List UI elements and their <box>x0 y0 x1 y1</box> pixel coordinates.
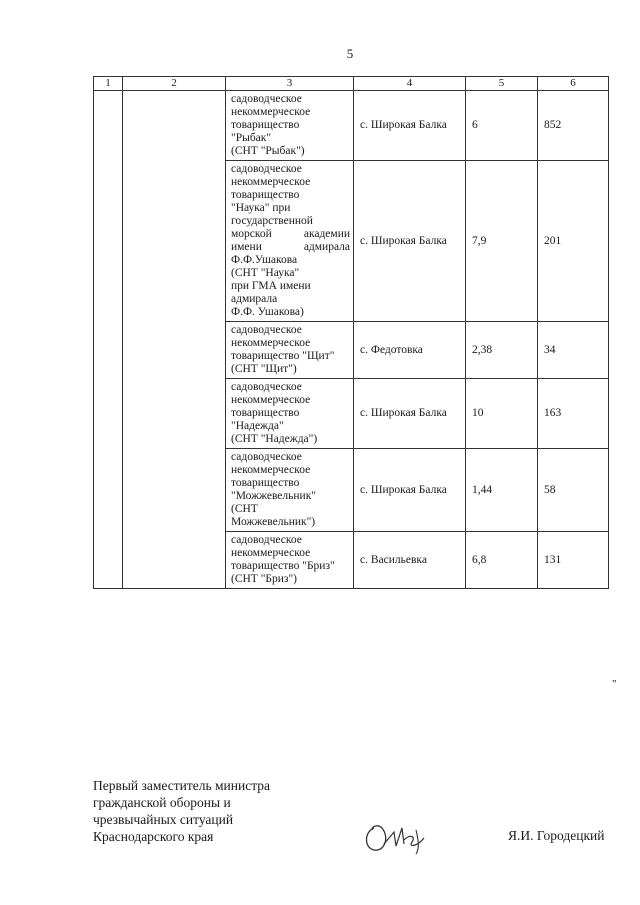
organization-name-line: товарищество <box>231 407 300 419</box>
location-cell: с. Широкая Балка <box>354 449 466 532</box>
count-cell: 163 <box>538 379 609 449</box>
organization-name-line: садоводческое <box>231 324 302 336</box>
location-cell: с. Васильевка <box>354 532 466 589</box>
trailing-mark: " <box>612 678 617 690</box>
organization-name-line: Ф.Ф. Ушакова) <box>231 306 304 318</box>
organization-name-line: садоводческое <box>231 534 302 546</box>
organization-name-line: при ГМА имени <box>231 280 311 292</box>
location-cell: с. Широкая Балка <box>354 161 466 322</box>
organization-name-line: "Надежда" <box>231 420 284 432</box>
signatory-name: Я.И. Городецкий <box>508 828 605 843</box>
organization-name-line: "Наука" при <box>231 202 291 214</box>
area-cell: 7,9 <box>466 161 538 322</box>
header-cell: 4 <box>354 77 466 91</box>
blank-cell-col2 <box>123 91 226 589</box>
position-line: гражданской обороны и <box>93 795 231 810</box>
organization-name-line: некоммерческое <box>231 337 311 349</box>
signatory-position <box>93 777 270 845</box>
header-cell: 2 <box>123 77 226 91</box>
area-cell: 6 <box>466 91 538 161</box>
organization-name-line: товарищество <box>231 119 300 131</box>
organization-name-line: некоммерческое <box>231 547 311 559</box>
page-number: 5 <box>346 46 354 61</box>
area-cell: 6,8 <box>466 532 538 589</box>
position-line: Краснодарского края <box>93 829 214 844</box>
organization-name-line: государственной <box>231 215 313 227</box>
organization-name-cell <box>226 449 354 532</box>
organization-name-line: (СНТ "Щит") <box>231 363 297 375</box>
header-cell: 5 <box>466 77 538 91</box>
organization-name-line: "Рыбак" <box>231 132 272 144</box>
organization-name-line: некоммерческое <box>231 106 311 118</box>
count-cell: 34 <box>538 322 609 379</box>
location-cell: с. Федотовка <box>354 322 466 379</box>
header-cell: 3 <box>226 77 354 91</box>
header-cell: 1 <box>94 77 123 91</box>
organization-name-cell <box>226 379 354 449</box>
blank-cell-col1 <box>94 91 123 589</box>
location-cell: с. Широкая Балка <box>354 91 466 161</box>
area-cell: 1,44 <box>466 449 538 532</box>
organization-name-cell <box>226 161 354 322</box>
organization-name-line: морской академии <box>231 228 350 240</box>
organization-name-line: товарищество "Бриз" <box>231 560 335 572</box>
count-cell: 852 <box>538 91 609 161</box>
organization-name-line: (СНТ <box>231 503 258 515</box>
organization-name-line: "Можжевельник" <box>231 490 316 502</box>
handwritten-signature <box>360 808 440 858</box>
count-cell: 201 <box>538 161 609 322</box>
organization-name-line: имени адмирала <box>231 241 350 253</box>
position-line: Первый заместитель министра <box>93 778 271 793</box>
organization-name-cell <box>226 322 354 379</box>
organization-name-line: некоммерческое <box>231 394 311 406</box>
organization-name-line: адмирала <box>231 293 278 305</box>
organization-name-cell <box>226 532 354 589</box>
table-header-row <box>94 77 609 91</box>
organizations-table <box>93 76 609 589</box>
organization-name-line: товарищество <box>231 477 300 489</box>
position-line: чрезвычайных ситуаций <box>93 812 234 827</box>
table-row <box>94 91 609 161</box>
header-cell: 6 <box>538 77 609 91</box>
area-cell: 2,38 <box>466 322 538 379</box>
organization-name-line: некоммерческое <box>231 464 311 476</box>
organization-name-line: товарищество "Щит" <box>231 350 335 362</box>
organization-name-line: Ф.Ф.Ушакова <box>231 254 298 266</box>
organization-name-line: садоводческое <box>231 93 302 105</box>
count-cell: 58 <box>538 449 609 532</box>
organization-name-line: (СНТ "Надежда") <box>231 433 318 445</box>
organization-name-line: (СНТ "Бриз") <box>231 573 297 585</box>
location-cell: с. Широкая Балка <box>354 379 466 449</box>
organization-name-line: садоводческое <box>231 451 302 463</box>
organization-name-line: (СНТ "Наука" <box>231 267 300 279</box>
organization-name-line: некоммерческое <box>231 176 311 188</box>
organization-name-line: садоводческое <box>231 381 302 393</box>
area-cell: 10 <box>466 379 538 449</box>
organization-name-line: (СНТ "Рыбак") <box>231 145 305 157</box>
organization-name-line: садоводческое <box>231 163 302 175</box>
organization-name-line: товарищество <box>231 189 300 201</box>
organization-name-line: Можжевельник") <box>231 516 316 528</box>
count-cell: 131 <box>538 532 609 589</box>
organization-name-cell <box>226 91 354 161</box>
